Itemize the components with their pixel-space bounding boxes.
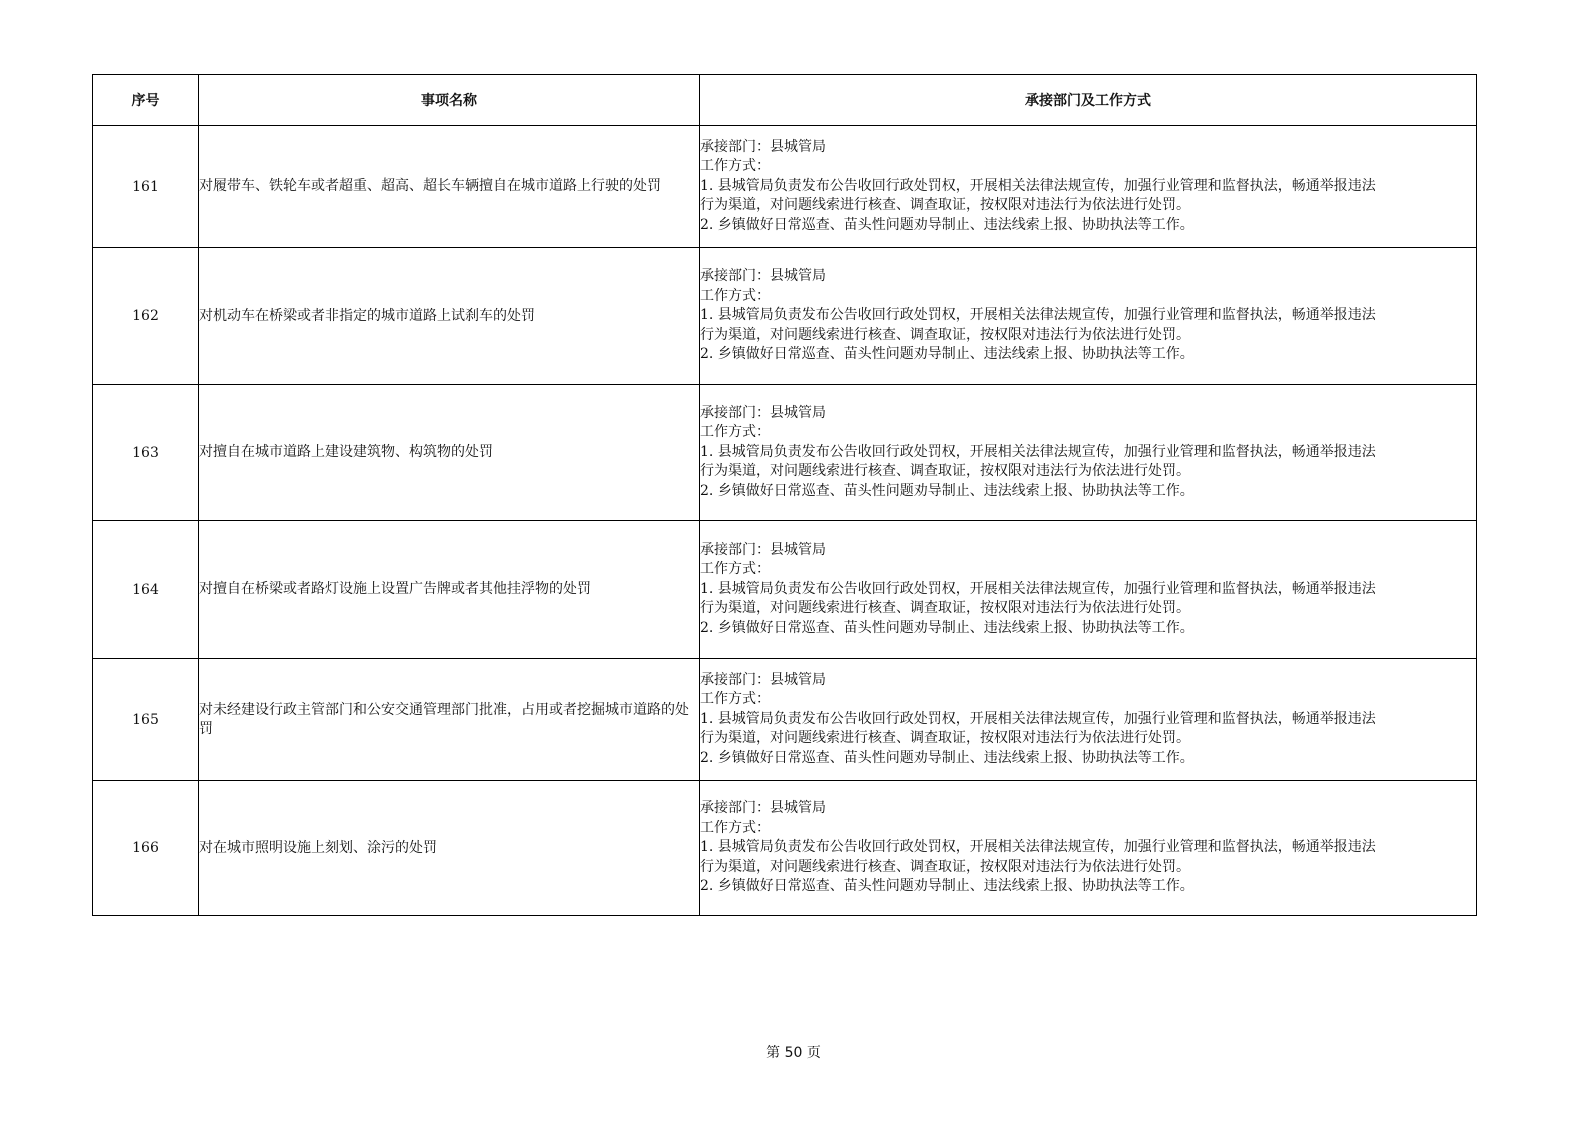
method-line: 1. 县城管局负责发布公告收回行政处罚权，开展相关法律法规宣传，加强行业管理和监督执法，畅通举报违法 [700, 710, 1376, 727]
method-label-line: 工作方式： [700, 691, 770, 708]
table-row [93, 781, 1477, 916]
method-label-line: 工作方式： [700, 561, 770, 578]
method-line: 2. 乡镇做好日常巡查、苗头性问题劝导制止、违法线索上报、协助执法等工作。 [700, 619, 1194, 636]
serial-number-cell: 162 [93, 248, 199, 385]
method-line: 行为渠道，对问题线索进行核查、调查取证，按权限对违法行为依法进行处罚。 [700, 326, 1190, 343]
header-department-method: 承接部门及工作方式 [700, 75, 1477, 126]
serial-number-cell: 166 [93, 781, 199, 916]
department-method-cell [700, 521, 1477, 659]
method-label-line: 工作方式： [700, 819, 770, 836]
item-name-cell: 对擅自在城市道路上建设建筑物、构筑物的处罚 [199, 385, 700, 521]
department-method-cell [700, 248, 1477, 385]
method-line: 行为渠道，对问题线索进行核查、调查取证，按权限对违法行为依法进行处罚。 [700, 858, 1190, 875]
serial-number-cell: 163 [93, 385, 199, 521]
method-line: 行为渠道，对问题线索进行核查、调查取证，按权限对违法行为依法进行处罚。 [700, 197, 1190, 214]
dept-line: 承接部门：县城管局 [700, 541, 826, 558]
method-line: 2. 乡镇做好日常巡查、苗头性问题劝导制止、违法线索上报、协助执法等工作。 [700, 749, 1194, 766]
dept-line: 承接部门：县城管局 [700, 268, 826, 285]
serial-number-cell: 165 [93, 659, 199, 781]
department-method-cell [700, 385, 1477, 521]
method-line: 1. 县城管局负责发布公告收回行政处罚权，开展相关法律法规宣传，加强行业管理和监督执法，畅通举报违法 [700, 839, 1376, 856]
dept-line: 承接部门：县城管局 [700, 138, 826, 155]
method-label-line: 工作方式： [700, 424, 770, 441]
dept-line: 承接部门：县城管局 [700, 404, 826, 421]
department-method-cell [700, 126, 1477, 248]
table-row [93, 521, 1477, 659]
table-header-row [93, 75, 1477, 126]
department-method-cell [700, 781, 1477, 916]
table-row [93, 126, 1477, 248]
header-serial-number: 序号 [93, 75, 199, 126]
table-row [93, 659, 1477, 781]
item-name-cell: 对在城市照明设施上刻划、涂污的处罚 [199, 781, 700, 916]
table-row [93, 248, 1477, 385]
serial-number-cell: 161 [93, 126, 199, 248]
dept-line: 承接部门：县城管局 [700, 671, 826, 688]
method-line: 1. 县城管局负责发布公告收回行政处罚权，开展相关法律法规宣传，加强行业管理和监督执法，畅通举报违法 [700, 177, 1376, 194]
method-line: 行为渠道，对问题线索进行核查、调查取证，按权限对违法行为依法进行处罚。 [700, 730, 1190, 747]
matters-table-container [92, 74, 1476, 916]
item-name-cell: 对未经建设行政主管部门和公安交通管理部门批准，占用或者挖掘城市道路的处罚 [199, 659, 700, 781]
item-name-cell: 对机动车在桥梁或者非指定的城市道路上试刹车的处罚 [199, 248, 700, 385]
method-line: 1. 县城管局负责发布公告收回行政处罚权，开展相关法律法规宣传，加强行业管理和监督执法，畅通举报违法 [700, 580, 1376, 597]
item-name-cell: 对擅自在桥梁或者路灯设施上设置广告牌或者其他挂浮物的处罚 [199, 521, 700, 659]
method-line: 2. 乡镇做好日常巡查、苗头性问题劝导制止、违法线索上报、协助执法等工作。 [700, 482, 1194, 499]
dept-line: 承接部门：县城管局 [700, 800, 826, 817]
header-item-name: 事项名称 [199, 75, 700, 126]
serial-number-cell: 164 [93, 521, 199, 659]
department-method-cell [700, 659, 1477, 781]
item-name-cell: 对履带车、铁轮车或者超重、超高、超长车辆擅自在城市道路上行驶的处罚 [199, 126, 700, 248]
table-row [93, 385, 1477, 521]
method-line: 行为渠道，对问题线索进行核查、调查取证，按权限对违法行为依法进行处罚。 [700, 600, 1190, 617]
method-line: 行为渠道，对问题线索进行核查、调查取证，按权限对违法行为依法进行处罚。 [700, 463, 1190, 480]
method-line: 2. 乡镇做好日常巡查、苗头性问题劝导制止、违法线索上报、协助执法等工作。 [700, 346, 1194, 363]
page-number: 第 50 页 [766, 1045, 821, 1061]
method-label-line: 工作方式： [700, 158, 770, 175]
matters-table [92, 74, 1477, 916]
method-line: 1. 县城管局负责发布公告收回行政处罚权，开展相关法律法规宣传，加强行业管理和监督执法，畅通举报违法 [700, 443, 1376, 460]
method-line: 2. 乡镇做好日常巡查、苗头性问题劝导制止、违法线索上报、协助执法等工作。 [700, 216, 1194, 233]
method-line: 2. 乡镇做好日常巡查、苗头性问题劝导制止、违法线索上报、协助执法等工作。 [700, 878, 1194, 895]
method-label-line: 工作方式： [700, 287, 770, 304]
method-line: 1. 县城管局负责发布公告收回行政处罚权，开展相关法律法规宣传，加强行业管理和监督执法，畅通举报违法 [700, 307, 1376, 324]
